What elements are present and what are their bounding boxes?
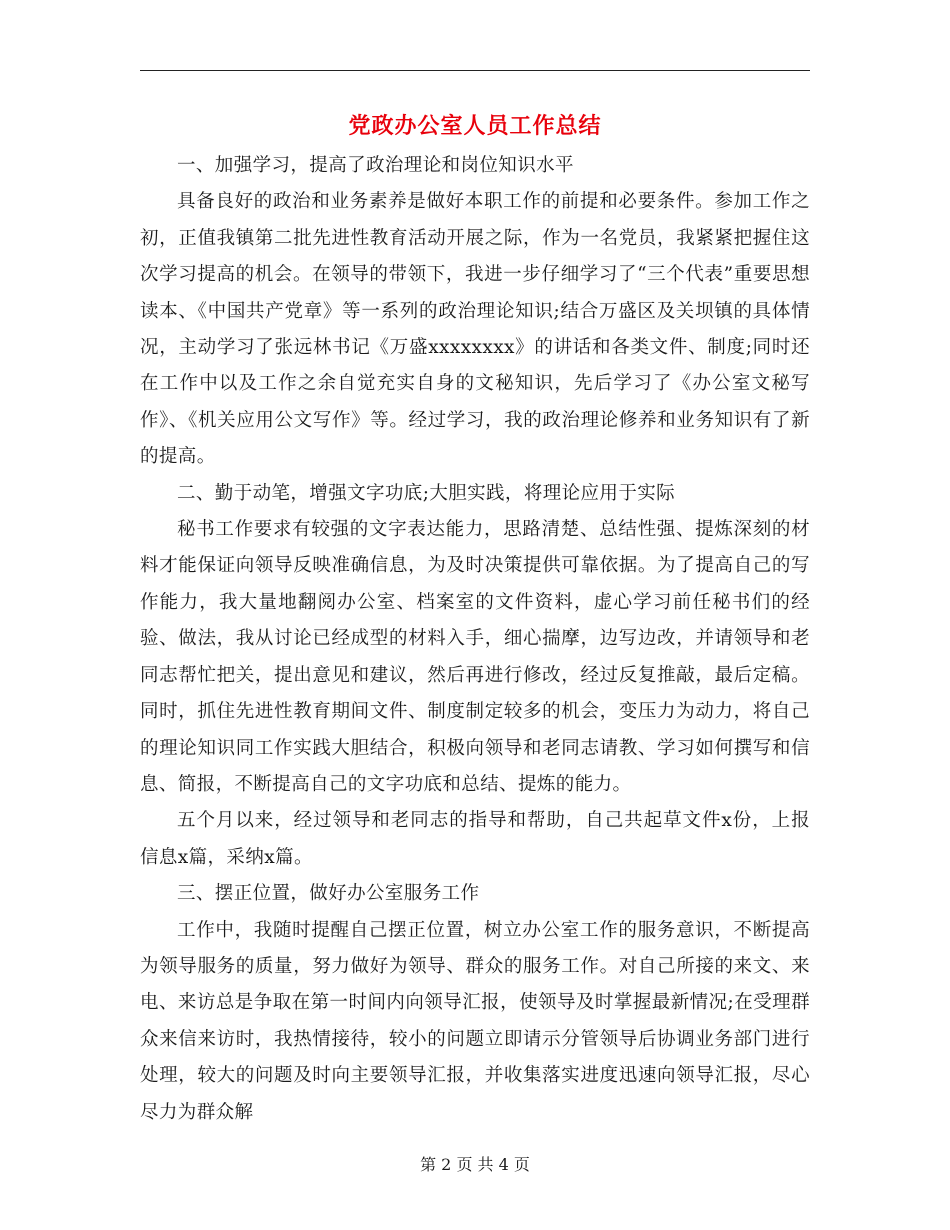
- section-heading-1: 一、加强学习，提高了政治理论和岗位知识水平: [177, 155, 574, 176]
- paragraph-1: 具备良好的政治和业务素养是做好本职工作的前提和必要条件。参加工作之初，正值我镇第二批先进性教育活动开展之际，作为一名党员，我紧紧把握住这次学习提高的机会。在领导的带领下，我进一步仔细学习了“三个代表”重要思想读本、《中国共产党章》等一系列的政治理论知识;结合万盛区及关坝镇的具体情况，主动学习了张远林书记《万盛xxxxxxxx》的讲话和各类文件、制度;同时还在工作中以及工作之余自觉充实自身的文秘知识，先后学习了《办公室文秘写作》、《机关应用公文写作》等。经过学习，我的政治理论修养和业务知识有了新的提高。: [140, 191, 810, 468]
- section-heading-2: 二、勤于动笔，增强文字功底;大胆实践，将理论应用于实际: [177, 482, 676, 504]
- page-number: 第 2 页 共 4 页: [420, 1155, 530, 1174]
- document-body: [140, 148, 810, 1131]
- paragraph-2: 秘书工作要求有较强的文字表达能力，思路清楚、总结性强、提炼深刻的材料才能保证向领导反映准确信息，为及时决策提供可靠依据。为了提高自己的写作能力，我大量地翻阅办公室、档案室的文件资料，虚心学习前任秘书们的经验、做法，我从讨论已经成型的材料入手，细心揣摩，边写边改，并请领导和老同志帮忙把关，提出意见和建议，然后再进行修改，经过反复推敲，最后定稿。同时，抓住先进性教育期间文件、制度制定较多的机会，变压力为动力，将自己的理论知识同工作实践大胆结合，积极向领导和老同志请教、学习如何撰写和信息、简报，不断提高自己的文字功底和总结、提炼的能力。: [140, 519, 810, 795]
- paragraph-3: 五个月以来，经过领导和老同志的指导和帮助，自己共起草文件x份，上报信息x篇，采纳x篇。: [140, 810, 810, 868]
- header-rule: [140, 70, 810, 71]
- paragraph-4: 工作中，我随时提醒自己摆正位置，树立办公室工作的服务意识，不断提高为领导服务的质量，努力做好为领导、群众的服务工作。对自己所接的来文、来电、来访总是争取在第一时间内向领导汇报，使领导及时掌握最新情况;在受理群众来信来访时，我热情接待，较小的问题立即请示分管领导后协调业务部门进行处理，较大的问题及时向主要领导汇报，并收集落实进度迅速向领导汇报，尽心尽力为群众解: [140, 919, 810, 1123]
- document-title: 党政办公室人员工作总结: [348, 113, 602, 139]
- section-heading-3: 三、摆正位置，做好办公室服务工作: [177, 883, 480, 905]
